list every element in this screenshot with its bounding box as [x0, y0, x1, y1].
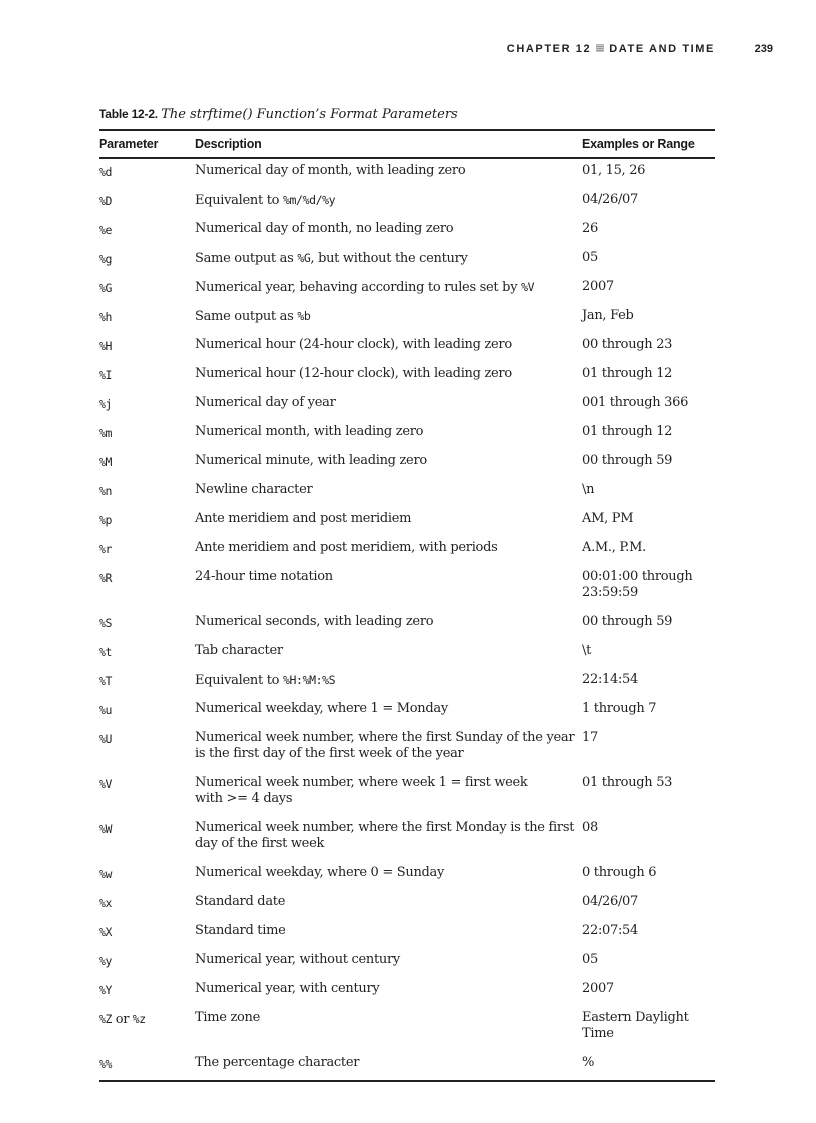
parameter-cell: %h	[99, 310, 113, 324]
table-row	[99, 304, 715, 333]
description-cell	[195, 816, 582, 861]
description-text: Time zone	[195, 1010, 261, 1025]
parameter-cell: %G	[99, 281, 113, 295]
description-cell	[195, 304, 582, 333]
description-cell	[195, 771, 582, 816]
example-cell: 05	[582, 952, 598, 967]
inline-code: %b	[297, 309, 311, 323]
description-text: Standard date	[195, 894, 286, 909]
parameter-cell: %w	[99, 867, 113, 881]
column-header: Parameter	[99, 137, 159, 151]
parameter-cell: %S	[99, 616, 113, 630]
parameter-cell: %R	[99, 571, 113, 585]
example-cell: 2007	[582, 279, 614, 294]
description-text: Ante meridiem and post meridiem	[195, 511, 412, 526]
description-cell	[195, 246, 582, 275]
description-text: Numerical day of month, with leading zero	[195, 163, 466, 178]
description-cell	[195, 861, 582, 890]
description-text: , but without the century	[310, 251, 468, 266]
description-cell	[195, 919, 582, 948]
description-text: Numerical seconds, with leading zero	[195, 614, 434, 629]
table-row	[99, 771, 715, 816]
table-row	[99, 478, 715, 507]
description-cell	[195, 668, 582, 697]
parameter-cell: %d	[99, 165, 113, 179]
description-cell	[195, 507, 582, 536]
description-cell	[195, 565, 582, 610]
parameter-cell: %Y	[99, 983, 113, 997]
inline-code: %V	[521, 280, 535, 294]
page-number: 239	[754, 43, 773, 55]
example-cell: AM, PM	[582, 511, 634, 526]
parameter-cell	[99, 1006, 195, 1051]
column-header: Examples or Range	[582, 137, 695, 151]
table-number: Table 12-2.	[99, 107, 158, 121]
table-row	[99, 158, 715, 188]
description-text: Numerical hour (12-hour clock), with leading zero	[195, 366, 512, 381]
table-row	[99, 919, 715, 948]
parameter-cell: %H	[99, 339, 113, 353]
parameter-cell: %U	[99, 732, 113, 746]
parameter-cell: %u	[99, 703, 113, 717]
table-row	[99, 639, 715, 668]
table-body	[99, 158, 715, 1081]
description-cell	[195, 449, 582, 478]
table-row	[99, 816, 715, 861]
parameter-cell: %t	[99, 645, 113, 659]
example-cell: 22:14:54	[582, 672, 638, 687]
description-text: Newline character	[195, 482, 313, 497]
table-row	[99, 420, 715, 449]
example-cell: 01 through 12	[582, 366, 673, 381]
table-row	[99, 977, 715, 1006]
description-cell	[195, 158, 582, 188]
parameter-cell: %e	[99, 223, 113, 237]
description-cell	[195, 726, 582, 771]
example-cell: 05	[582, 250, 598, 265]
example-cell: 26	[582, 221, 598, 236]
parameter-connector: or	[112, 1012, 133, 1027]
parameter-cell: %p	[99, 513, 113, 527]
description-cell	[195, 610, 582, 639]
table-row	[99, 697, 715, 726]
table-row	[99, 861, 715, 890]
description-text: Numerical day of year	[195, 395, 336, 410]
table-caption	[99, 106, 458, 122]
format-parameters-table	[99, 129, 715, 1082]
example-cell: \n	[582, 482, 595, 497]
table-row	[99, 275, 715, 304]
table-row	[99, 1006, 715, 1051]
example-cell: 00 through 59	[582, 453, 673, 468]
description-cell	[195, 1051, 582, 1081]
table-row	[99, 890, 715, 919]
example-cell: 04/26/07	[582, 894, 638, 909]
description-cell	[195, 333, 582, 362]
table-row	[99, 536, 715, 565]
example-cell: \t	[582, 643, 592, 658]
parameter-cell: %m	[99, 426, 113, 440]
chapter-heading	[507, 43, 715, 55]
parameter-cell: %W	[99, 822, 113, 836]
description-text: Same output as	[195, 309, 298, 324]
description-text: 24-hour time notation	[195, 569, 333, 584]
parameter-cell: %n	[99, 484, 113, 498]
parameter-cell: %%	[99, 1057, 113, 1071]
parameter-code: %z	[132, 1012, 146, 1026]
table-row	[99, 449, 715, 478]
description-text: Standard time	[195, 923, 286, 938]
description-cell	[195, 536, 582, 565]
chapter-label: CHAPTER 12	[506, 43, 592, 55]
table-header-row	[99, 130, 715, 158]
example-cell: Eastern Daylight Time	[582, 1010, 689, 1041]
description-text: Equivalent to	[195, 673, 283, 688]
example-cell: A.M., P.M.	[582, 540, 646, 555]
description-cell	[195, 948, 582, 977]
example-cell: 17	[582, 730, 598, 745]
description-cell	[195, 639, 582, 668]
example-cell: Jan, Feb	[582, 308, 634, 323]
table-row	[99, 1051, 715, 1081]
inline-code: %G	[297, 251, 311, 265]
description-text: Same output as	[195, 251, 298, 266]
example-cell: 00:01:00 through 23:59:59	[582, 569, 693, 600]
example-cell: 001 through 366	[582, 395, 689, 410]
parameter-cell: %j	[99, 397, 113, 411]
description-cell	[195, 275, 582, 304]
description-text: The percentage character	[195, 1055, 360, 1070]
table-row	[99, 948, 715, 977]
example-cell: 01 through 53	[582, 775, 673, 790]
inline-code: %H:%M:%S	[283, 673, 336, 687]
table-row	[99, 610, 715, 639]
description-cell	[195, 188, 582, 217]
description-cell	[195, 1006, 582, 1051]
example-cell: 08	[582, 820, 598, 835]
example-cell: 00 through 59	[582, 614, 673, 629]
table-row	[99, 726, 715, 771]
example-cell: 0 through 6	[582, 865, 657, 880]
parameter-cell: %g	[99, 252, 113, 266]
table-row	[99, 362, 715, 391]
description-cell	[195, 977, 582, 1006]
parameter-cell: %V	[99, 777, 113, 791]
description-text: Tab character	[195, 643, 283, 658]
parameter-cell: %M	[99, 455, 113, 469]
description-text: Numerical week number, where the first Monday is the first day of the first week	[195, 820, 575, 851]
table-row	[99, 333, 715, 362]
example-cell: 04/26/07	[582, 192, 638, 207]
parameter-cell: %T	[99, 674, 113, 688]
chapter-title: DATE AND TIME	[609, 43, 715, 55]
description-text: Numerical year, behaving according to rules set by	[195, 280, 522, 295]
description-text: Numerical month, with leading zero	[195, 424, 424, 439]
parameter-cell: %X	[99, 925, 113, 939]
description-text: Equivalent to	[195, 193, 283, 208]
description-text: Numerical week number, where the first Sunday of the year is the first day of the first week of the year	[195, 730, 575, 761]
description-cell	[195, 362, 582, 391]
example-cell: 2007	[582, 981, 614, 996]
description-text: Numerical week number, where week 1 = first week with >= 4 days	[195, 775, 528, 806]
example-cell: 00 through 23	[582, 337, 673, 352]
example-cell: 01, 15, 26	[582, 163, 646, 178]
example-cell: 1 through 7	[582, 701, 657, 716]
table-row	[99, 565, 715, 610]
table-row	[99, 188, 715, 217]
parameter-cell: %I	[99, 368, 113, 382]
parameter-cell: %r	[99, 542, 113, 556]
description-cell	[195, 478, 582, 507]
table-title: The strftime() Function’s Format Parameters	[161, 107, 458, 122]
table-row	[99, 217, 715, 246]
table-row	[99, 668, 715, 697]
parameter-cell: %x	[99, 896, 113, 910]
inline-code: %m/%d/%y	[283, 193, 336, 207]
separator-square-icon	[596, 44, 604, 52]
description-text: Ante meridiem and post meridiem, with periods	[195, 540, 498, 555]
table-row	[99, 246, 715, 275]
description-cell	[195, 391, 582, 420]
table-row	[99, 391, 715, 420]
column-header: Description	[195, 137, 262, 151]
description-cell	[195, 890, 582, 919]
parameter-code: %Z	[99, 1012, 113, 1026]
example-cell: 22:07:54	[582, 923, 638, 938]
example-cell: %	[582, 1055, 595, 1070]
parameter-cell: %y	[99, 954, 113, 968]
description-text: Numerical weekday, where 0 = Sunday	[195, 865, 445, 880]
example-cell: 01 through 12	[582, 424, 673, 439]
description-text: Numerical day of month, no leading zero	[195, 221, 454, 236]
description-text: Numerical hour (24-hour clock), with leading zero	[195, 337, 512, 352]
table-row	[99, 507, 715, 536]
description-cell	[195, 217, 582, 246]
description-cell	[195, 697, 582, 726]
description-text: Numerical year, without century	[195, 952, 400, 967]
description-text: Numerical minute, with leading zero	[195, 453, 427, 468]
description-text: Numerical year, with century	[195, 981, 380, 996]
description-cell	[195, 420, 582, 449]
description-text: Numerical weekday, where 1 = Monday	[195, 701, 448, 716]
parameter-cell: %D	[99, 194, 113, 208]
